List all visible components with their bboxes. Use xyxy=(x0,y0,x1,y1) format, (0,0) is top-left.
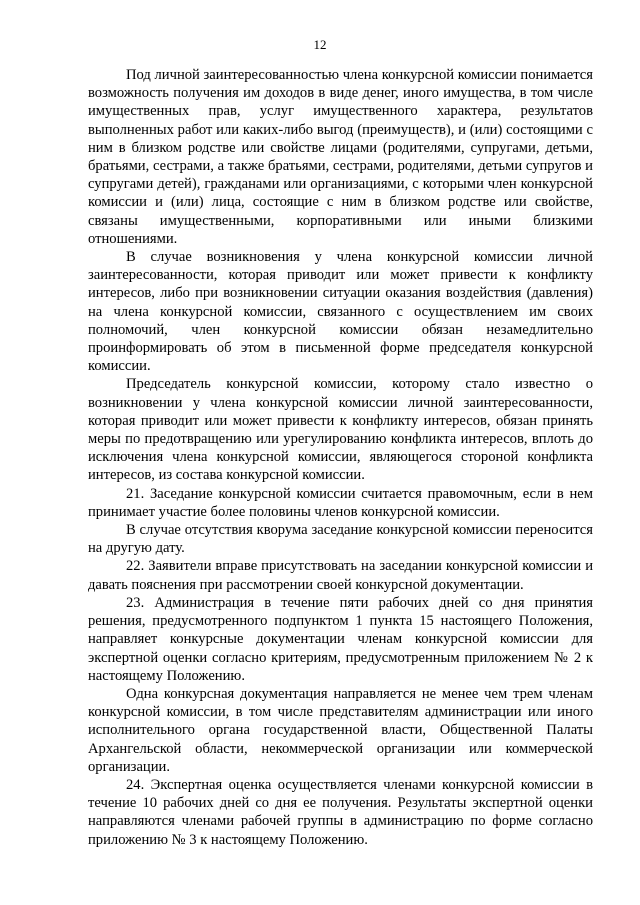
paragraph-chairman-measures: Председатель конкурсной комиссии, которому стало известно о возникновении у члена конкурсной комиссии личной заинтересованности, которая приводит или может привести к конфликту интересов, обязан принять меры по предотвращению или урегулированию конфликта интересов, вплоть до исключения члена конкурсной комиссии, являющегося стороной конфликта интересов, из состава конкурсной комиссии. xyxy=(88,376,593,484)
paragraph-item-22: 22. Заявители вправе присутствовать на заседании конкурсной комиссии и давать пояснения при рассмотрении своей конкурсной документации. xyxy=(88,558,593,593)
paragraph-conflict-notification: В случае возникновения у члена конкурсной комиссии личной заинтересованности, которая приводит или может привести к конфликту интересов, либо при возникновении ситуации оказания воздействия (давления) на члена конкурсной комиссии, связанного с осуществлением им своих полномочий, член конкурсной комиссии обязан незамедлительно проинформировать об этом в письменной форме председателя конкурсной комиссии. xyxy=(88,249,593,375)
paragraph-quorum: В случае отсутствия кворума заседание конкурсной комиссии переносится на другую дату. xyxy=(88,522,593,557)
document-body xyxy=(88,66,593,849)
paragraph-item-21: 21. Заседание конкурсной комиссии считается правомочным, если в нем принимает участие более половины членов конкурсной комиссии. xyxy=(88,485,593,520)
paragraph-personal-interest-definition: Под личной заинтересованностью члена конкурсной комиссии понимается возможность получения им доходов в виде денег, иного имущества, в том числе имущественных прав, услуг имущественного характера, результатов выполненных работ или каких-либо выгод (преимуществ), и (или) состоящими с ним в близком родстве или свойстве лицами (родителями, супругами, детьми, братьями, сестрами, а также братьями, сестрами, родителями, детьми супругов и супругами детей), гражданами или организациями, с которыми член конкурсной комиссии и (или) лица, состоящие с ним в близком родстве или свойстве, связаны имущественными, корпоративными или иными близкими отношениями. xyxy=(88,67,593,247)
paragraph-documentation-distribution: Одна конкурсная документация направляется не менее чем трем членам конкурсной комиссии, в том числе представителям администрации или иного исполнительного органа государственной власти, Общественной Палаты Архангельской области, некоммерческой организации или коммерческой организации. xyxy=(88,685,593,775)
paragraph-item-24: 24. Экспертная оценка осуществляется членами конкурсной комиссии в течение 10 рабочих дней со дня ее получения. Результаты экспертной оценки направляются членами рабочей группы в администрацию по форме согласно приложению № 3 к настоящему Положению. xyxy=(88,776,593,848)
paragraph-item-23: 23. Администрация в течение пяти рабочих дней со дня принятия решения, предусмотренного подпунктом 1 пункта 15 настоящего Положения, направляет конкурсные документации членам конкурсной комиссии для экспертной оценки согласно критериям, предусмотренным приложением № 2 к настоящему Положению. xyxy=(88,594,593,684)
page-number: 12 xyxy=(313,37,327,52)
